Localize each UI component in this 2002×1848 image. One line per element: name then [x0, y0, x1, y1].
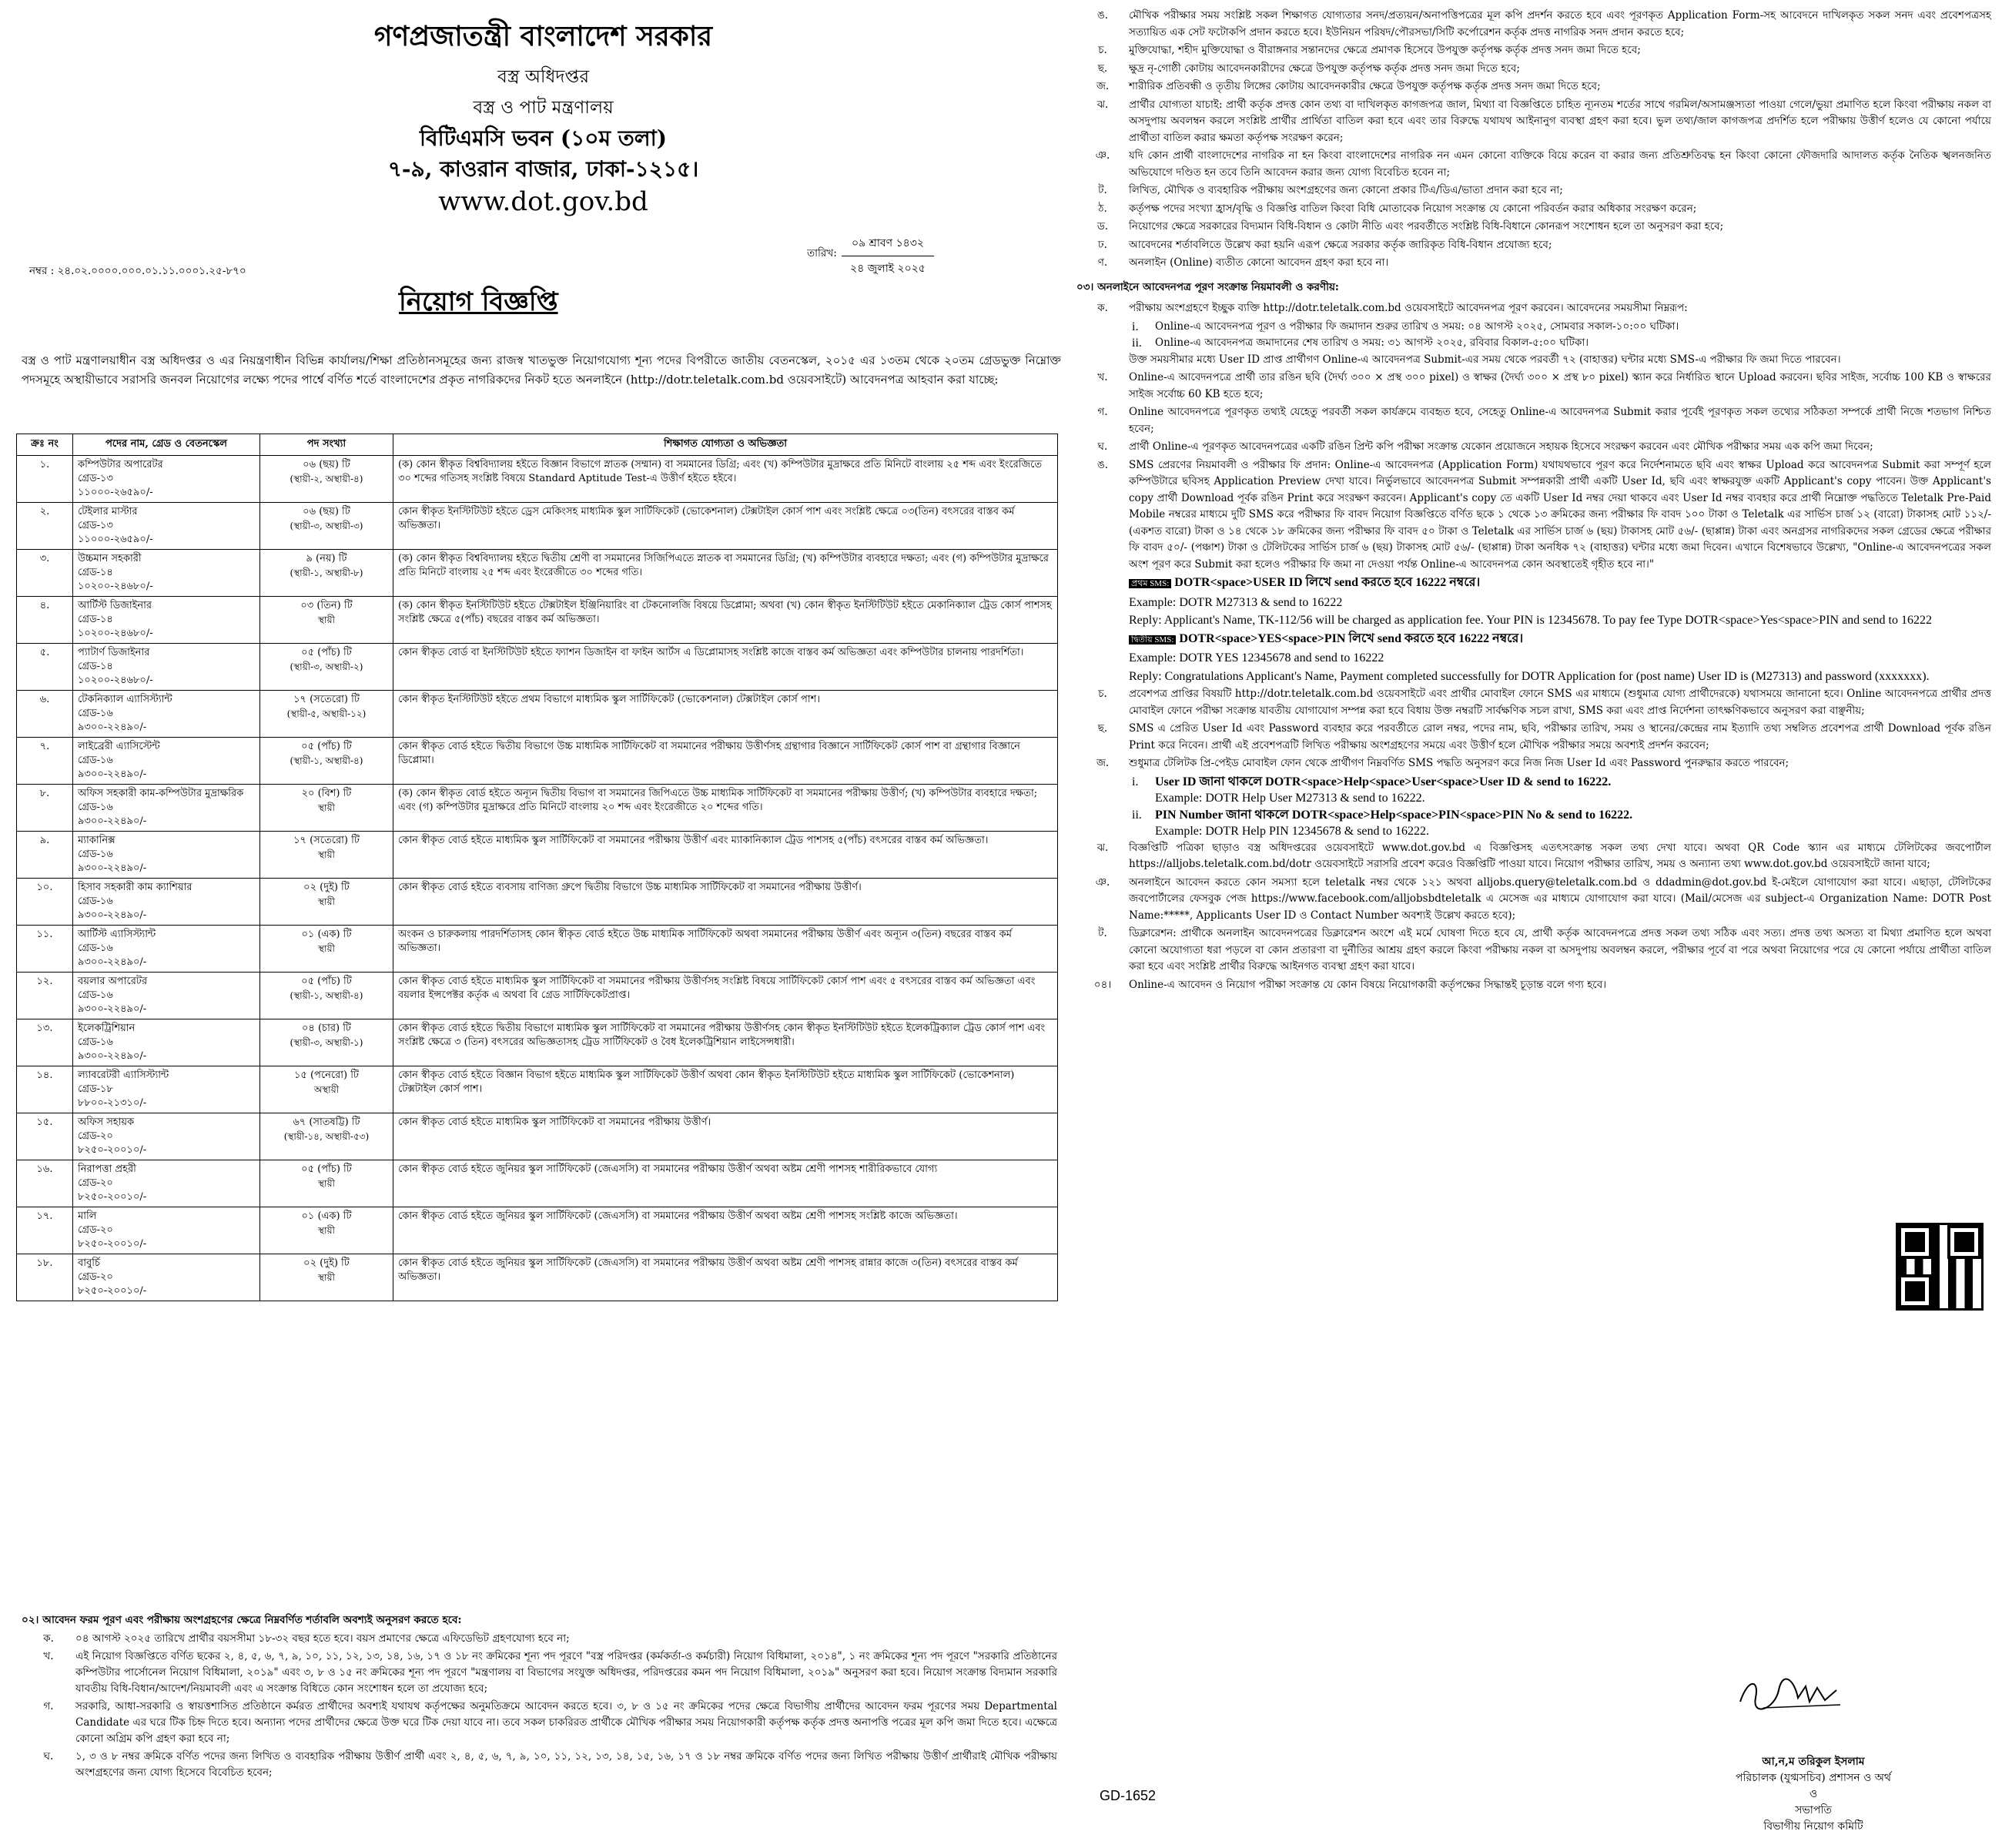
building-name: বিটিএমসি ভবন (১০ম তলা) [419, 126, 668, 151]
post-name: মালি [78, 1210, 97, 1222]
section-4: ০৪। Online-এ আবেদন ও নিয়োগ পরীক্ষা সংক্রান্ত যে কোন বিষয়ে নিয়োগকারী কর্তৃপক্ষের সিদ্ধান্তই চূড়ান্ত বলে গণ্য হবে। [1093, 978, 1607, 991]
cell-qualification: কোন স্বীকৃত বোর্ড হইতে দ্বিতীয় বিভাগে মাধ্যমিক স্কুল সার্টিফিকেট বা সমমানের পরীক্ষায় উত্তীর্ণসহ কোন স্বীকৃত ইনস্টিটিউট হইতে ইলেকট্রিক্যাল ট্রেড কোর্স পাশ এবং সংশ্লিষ্ট ক্ষেত্রে ৩ (তিন) বৎসরের অভিজ্ঞতাসহ ট্রেড সার্টিফিকেট ও বৈধ ইলেকট্রিশিয়ান লাইসেন্সধারী। [393, 1019, 1058, 1066]
post-count: ০৫ (পাঁচ) টি [301, 647, 352, 658]
post-name: নিরাপত্তা প্রহরী [78, 1163, 136, 1175]
post-status: (স্থায়ী-১, অস্থায়ী-৮) [290, 567, 363, 578]
post-count: ০২ (দুই) টি [303, 882, 350, 893]
sms-step-1 [1076, 574, 1991, 593]
department-name: বস্ত্র অধিদপ্তর [497, 67, 589, 87]
post-count: ০৬ (ছয়) টি [303, 506, 350, 517]
cell-serial: ১৮. [17, 1254, 73, 1301]
cell-qualification: কোন স্বীকৃত ইনস্টিটিউট হইতে ড্রেস মেকিংসহ মাধ্যমিক স্কুল সার্টিফিকেট (ভোকেশনাল) টেক্সটাইল কোর্স পাশ এবং সংশ্লিষ্ট ক্ষেত্রে ০৩(তিন) বৎসরের বাস্তব কর্ম অভিজ্ঞতা। [393, 503, 1058, 550]
cell-count [260, 738, 393, 785]
table-row [17, 1207, 1058, 1254]
post-grade: গ্রেড-১৬ [78, 802, 113, 813]
cell-qualification: কোন স্বীকৃত ইনস্টিটিউট হইতে প্রথম বিভাগে মাধ্যমিক স্কুল সার্টিফিকেট (ভোকেশনাল) টেক্সটাইল কোর্স পাশ। [393, 691, 1058, 738]
cell-serial: ৯. [17, 832, 73, 879]
cell-post [73, 1207, 260, 1254]
cell-serial: ৫. [17, 644, 73, 691]
cell-count [260, 832, 393, 879]
post-count: ০৪ (চার) টি [301, 1023, 352, 1034]
cell-post [73, 503, 260, 550]
list-item: ঘ. প্রার্থী Online-এ পূরণকৃত আবেদনপত্রের একটি রঙিন প্রিন্ট কপি পরীক্ষা সংক্রান্ত যেকোন প্রয়োজনে সহায়ক হিসেবে সংরক্ষণ করবেন এবং মৌখিক পরীক্ষার সময় এক কপি জমা দিবেন; [1097, 440, 1873, 453]
cell-qualification: (ক) কোন স্বীকৃত বিশ্ববিদ্যালয় হইতে বিজ্ঞান বিভাগে স্নাতক (সম্মান) বা সমমানের ডিগ্রি; এবং (খ) কম্পিউটার মুদ্রাক্ষরে প্রতি মিনিটে বাংলায় ২৫ শব্দ এবং ইংরেজিতে ৩০ শব্দের গতিসহ সংশ্লিষ্ট বিষয়ে Standard Aptitude Test-এ উত্তীর্ণ হইতে হইবে। [393, 456, 1058, 503]
col-header-serial: ক্রঃ নং [17, 434, 73, 456]
post-count: ১৫ (পনেরো) টি [293, 1070, 360, 1081]
date-english: ২৪ জুলাই ২০২৫ [842, 256, 934, 281]
post-grade: গ্রেড-১৪ [78, 567, 113, 578]
post-count: ১৭ (সতেরো) টি [293, 835, 360, 846]
table-row [17, 550, 1058, 597]
list-item: ঙ. SMS প্রেরণের নিয়মাবলী ও পরীক্ষার ফি প্রদান: Online-এ আবেদনপত্র (Application Form) যথাযথভাবে পূরণ করে নির্দেশনামতে ছবি এবং স্বাক্ষর Upload করে আবেদনপত্র Submit করা সম্পূর্ণ হলে কম্পিউটারে ছবিসহ Application Preview দেখা যাবে। নির্ভুলভাবে আবেদনপত্র Submit সম্পন্নকারী প্রার্থী একটি User Id, ছবি এবং স্বাক্ষরযুক্ত একটি Applicant's copy পাবেন। উক্ত Applicant's copy প্রার্থী Download পূর্বক রঙিন Print করে সংরক্ষণ করবেন। Applicant's copy তে একটি User Id নম্বর দেয়া থাকবে এবং User Id নম্বর ব্যবহার করে প্রার্থী নিম্নোক্ত পদ্ধতিতে Teletalk Pre-Paid Mobile নম্বরের মাধ্যমে দুটি SMS করে পরীক্ষার ফি বাবদ নিয়োগ বিজ্ঞপ্তিতে বর্ণিত ছকে ১ থেকে ১৩ ক্রমিকের জন্য পরীক্ষার ফি বাবদ ১০০ টাকা ও Teletalk এর সার্ভিস চার্জ ১২ (বারো) টাকাসহ মোট ১১২/- (একশত বারো) টাকা ও ১৪ থেকে ১৮ ক্রমিকের জন্য পরীক্ষার ফি বাবদ ৫০ টাকা ও Teletalk এর সার্ভিস চার্জ ৬ (ছয়) টাকাসহ মোট ৫৬/- (ছাপ্পান্ন) টাকা এবং অনগ্রসর নাগরিকদের সকল গ্রেডের ক্ষেত্রে পরীক্ষার ফি বাবদ ৫০/- (পঞ্চাশ) টাকা ও টেলিটকের সার্ভিস চার্জ ৬ (ছয়) টাকাসহ মোট ৫৬/- (ছাপ্পান্ন) টাকা অনধিক ৭২ (বাহাত্তর) ঘন্টার মধ্যে জমা দিবেন। এখানে বিশেষভাবে উল্লেখ্য, "Online-এ আবেদনপত্রের সকল অংশ পূরণ করে Submit করা হলেও পরীক্ষার ফি জমা না দেওয়া পর্যন্ত Online-এ আবেদনপত্র কোন অবস্থাতেই গৃহীত হবে না।" [1096, 458, 1991, 571]
post-scale: ৮২৫০-২০০১০/- [78, 1191, 147, 1203]
list-item: ঝ. বিজ্ঞপ্তিটি পত্রিকা ছাড়াও বস্ত্র অধিদপ্তরের ওয়েবসাইটে www.dot.gov.bd এ বিজ্ঞপ্তিসহ এতৎসংক্রান্ত সকল তথ্য দেখা যাবে। অথবা QR Code স্ক্যান এর মাধ্যমে টেলিটকের জবপোর্টাল https://alljobs.teletalk.com.bd/dotr ওয়েবসাইটে সরাসরি প্রবেশ করেও বিজ্ঞপ্তিটি পাওয়া যাবে। নিয়োগ পরীক্ষার তারিখ, সময় ও অন্যান্য তথ্য www.dot.gov.bd ওয়েবসাইটে জানা যাবে; [1096, 841, 1991, 870]
post-count: ০১ (এক) টি [301, 929, 352, 940]
website[interactable]: www.dot.gov.bd [438, 186, 648, 217]
signatory-role: সভাপতি [1795, 1804, 1832, 1816]
post-count: ২০ (বিশ) টি [301, 788, 352, 799]
table-row [17, 879, 1058, 926]
post-scale: ৯৩০০-২২৪৯০/- [78, 956, 147, 968]
cell-qualification: কোন স্বীকৃত বোর্ড হইতে জুনিয়র স্কুল সার্টিফিকেট (জেএসসি) বা সমমানের পরীক্ষায় উত্তীর্ণ অথবা অষ্টম শ্রেণী পাশসহ রান্নার কাজে ৩(তিন) বৎসরের বাস্তব কর্ম অভিজ্ঞতা। [393, 1254, 1058, 1301]
list-item: ঞ. যদি কোন প্রার্থী বাংলাদেশের নাগরিক না হন কিংবা বাংলাদেশের নাগরিক নন এমন কোনো ব্যক্তিকে বিয়ে করেন বা করার জন্য প্রতিশ্রুতিবদ্ধ হন কিংবা কোনো ফৌজদারি আদালত কর্তৃক নৈতিক স্খলনজনিত অভিযোগে দণ্ডিত হন তবে তিনি আবেদন করার জন্য যোগ্য বিবেচিত হবেন না; [1095, 149, 1991, 179]
cell-qualification: (ক) কোন স্বীকৃত ইনস্টিটিউট হইতে টেক্সটাইল ইঞ্জিনিয়ারিং বা টেকনোলজি বিষয়ে ডিপ্লোমা; অথবা (খ) কোন স্বীকৃত ইনস্টিটিউট হইতে মেকানিক্যাল ট্রেড কোর্স পাশসহ সংশ্লিষ্ট ক্ষেত্রে ৫(পাঁচ) বছরের বাস্তব কর্ম অভিজ্ঞতা। [393, 597, 1058, 644]
table-row [17, 1160, 1058, 1207]
col-header-count: পদ সংখ্যা [260, 434, 393, 456]
signatory-committee: বিভাগীয় নিয়োগ কমিটি [1763, 1820, 1863, 1833]
list-item: ড. নিয়োগের ক্ষেত্রে সরকারের বিদ্যমান বিধি-বিধান ও কোটা নীতি এবং পরবর্তীতে সংশ্লিষ্ট বিধি-বিধানে কোনরূপ সংশোধন হলে তা অনুসরণ করা হবে; [1096, 220, 1724, 233]
cell-qualification: কোন স্বীকৃত বোর্ড হইতে জুনিয়র স্কুল সার্টিফিকেট (জেএসসি) বা সমমানের পরীক্ষায় উত্তীর্ণ অথবা অষ্টম শ্রেণী পাশসহ শারীরিকভাবে যোগ্য [393, 1160, 1058, 1207]
post-status: স্থায়ী [318, 1272, 335, 1283]
section-2-heading: ০২। আবেদন ফরম পূরণ এবং পরীক্ষায় অংশগ্রহণের ক্ষেত্রে নিম্নবর্ণিত শর্তাবলি অবশ্যই অনুসরণ করতে হবে: [22, 1614, 462, 1626]
qr-finder [1901, 1228, 1929, 1256]
post-scale: ১০২০০-২৪৬৮০/- [78, 581, 153, 592]
post-status: (স্থায়ী-৩, অস্থায়ী-২) [290, 661, 363, 672]
table-row [17, 503, 1058, 550]
cell-qualification: কোন স্বীকৃত বোর্ড হইতে জুনিয়র স্কুল সার্টিফিকেট (জেএসসি) বা সমমানের পরীক্ষায় উত্তীর্ণ অথবা অষ্টম শ্রেণী পাশসহ সংশ্লিষ্ট কাজে অভিজ্ঞতা। [393, 1207, 1058, 1254]
address: ৭-৯, কাওরান বাজার, ঢাকা-১২১৫। [387, 156, 699, 182]
post-status: স্থায়ী [318, 802, 335, 813]
col-header-qualification: শিক্ষাগত যোগ্যতা ও অভিজ্ঞতা [393, 434, 1058, 456]
cell-count [260, 550, 393, 597]
post-scale: ৯৩০০-২২৪৯০/- [78, 721, 147, 733]
signature-icon [1732, 1671, 1848, 1717]
cell-serial: ২. [17, 503, 73, 550]
cell-count [260, 691, 393, 738]
cell-post [73, 456, 260, 503]
cell-post [73, 644, 260, 691]
cell-post [73, 1254, 260, 1301]
cell-post [73, 1160, 260, 1207]
cell-serial: ১১. [17, 926, 73, 973]
list-item: ঝ. প্রার্থীর যোগ্যতা যাচাই: প্রার্থী কর্তৃক প্রদত্ত কোন তথ্য বা দাখিলকৃত কাগজপত্র জাল, মিথ্যা বা বিজ্ঞপ্তিতে চাহিত ন্যূনতম শর্তের সাথে গরমিল/অসামঞ্জস্যতা পাওয়া গেলে/ভুয়া প্রমাণিত হলে কিংবা পরীক্ষায় নকল বা অসদুপায় অবলম্বন করলে সংশ্লিষ্ট প্রার্থীর প্রার্থিতা বাতিল করা হবে এবং তার বিরুদ্ধে যথাযথ আইনানুগ ব্যবস্থা গ্রহণ করা হবে। ভুল তথ্য/জাল কাগজপত্র প্রদর্শিত হলে পরীক্ষায় উত্তীর্ণ হলেও যে কোনো পর্যায়ে প্রার্থীতা বাতিল করার ক্ষমতা কর্তৃপক্ষ সংরক্ষণ করেন; [1096, 98, 1991, 144]
list-item: i. User ID জানা থাকলে DOTR<space>Help<space>User<space>User ID & send to 16222. Example: DOTR Help User M27313 & send to 16222. [1132, 775, 1612, 805]
cell-serial: ১০. [17, 879, 73, 926]
post-name: বয়লার অপারেটর [78, 976, 148, 987]
post-name: অফিস সহকারী কাম-কম্পিউটার মুদ্রাক্ষরিক [78, 788, 244, 799]
post-status: (স্থায়ী-১, অস্থায়ী-৪) [290, 755, 363, 766]
sms-step-2 [1076, 631, 1991, 649]
post-grade: গ্রেড-১৬ [78, 896, 113, 907]
cell-count [260, 1019, 393, 1066]
list-item: চ. মুক্তিযোদ্ধা, শহীদ মুক্তিযোদ্ধা ও বীরাঙ্গনার সন্তানদের ক্ষেত্রে প্রমাণক হিসেবে উপযুক্ত কর্তৃপক্ষ কর্তৃক প্রদত্ত সনদ জমা দিতে হবে; [1098, 44, 1641, 56]
cell-count [260, 503, 393, 550]
post-grade: গ্রেড-২০ [78, 1130, 113, 1142]
table-row [17, 456, 1058, 503]
cell-post [73, 926, 260, 973]
post-grade: গ্রেড-২০ [78, 1224, 113, 1236]
table-row [17, 1066, 1058, 1113]
post-name: আর্টিস্ট ডিজাইনার [78, 600, 152, 611]
post-status: স্থায়ী [318, 614, 335, 625]
post-count: ০৫ (পাঁচ) টি [301, 976, 352, 987]
ministry-name: বস্ত্র ও পাট মন্ত্রণালয় [473, 98, 614, 118]
table-row [17, 1019, 1058, 1066]
post-scale: ৯৩০০-২২৪৯০/- [78, 909, 147, 921]
qr-finder [1901, 1277, 1929, 1305]
cell-count [260, 973, 393, 1019]
table-row [17, 832, 1058, 879]
left-column [14, 14, 1073, 1839]
cell-serial: ৪. [17, 597, 73, 644]
list-item: Example: DOTR YES 12345678 and send to 16222 [1129, 651, 1384, 665]
list-item: ছ. SMS এ প্রেরিত User Id এবং Password ব্যবহার করে পরবর্তীতে রোল নম্বর, পদের নাম, ছবি, পরীক্ষার তারিখ, সময় ও স্থানের/কেন্দ্রের নাম ইত্যাদি তথ্য সম্বলিত প্রবেশপত্র প্রার্থী Download পূর্বক রঙিন Print করে নিবেন। প্রার্থী এই প্রবেশপত্রটি লিখিত পরীক্ষায় অংশগ্রহণের সময়ে এবং উত্তীর্ণ হলে মৌখিক পরীক্ষার সময়ে অবশ্যই প্রদর্শন করবেন; [1097, 722, 1991, 752]
sms-tag: প্রথম SMS: [1129, 579, 1171, 588]
post-grade: গ্রেড-১৬ [78, 708, 113, 719]
post-count: ০৫ (পাঁচ) টি [301, 741, 352, 752]
signature-block [1698, 1754, 1929, 1835]
cell-count [260, 1254, 393, 1301]
section-3-heading: ০৩। অনলাইনে আবেদনপত্র পূরণ সংক্রান্ত নিয়মাবলী ও করণীয়: [1076, 280, 1339, 293]
list-item: জ. শুধুমাত্র টেলিটক প্রি-পেইড মোবাইল ফোন থেকে প্রার্থীগণ নিম্নবর্ণিত SMS পদ্ধতি অনুসরণ করে নিজ নিজ User Id এবং Password পুনরুদ্ধার করতে পারবেন; [1096, 757, 1789, 769]
cell-count [260, 1160, 393, 1207]
post-scale: ১০২০০-২৪৬৮০/- [78, 628, 153, 639]
date-label: তারিখ: [807, 247, 837, 259]
post-grade: গ্রেড-১৬ [78, 849, 113, 860]
list-item: ট. লিখিত, মৌখিক ও ব্যবহারিক পরীক্ষায় অংশগ্রহণের জন্য কোনো প্রকার টিএ/ডিএ/ভাতা প্রদান করা হবে না; [1098, 184, 1563, 196]
cell-count [260, 926, 393, 973]
post-name: টেকনিক্যাল এ্যাসিস্ট্যান্ট [78, 694, 172, 705]
post-name: ল্যাবরেটরী এ্যাসিস্ট্যান্ট [78, 1070, 169, 1081]
cell-post [73, 597, 260, 644]
cell-count [260, 644, 393, 691]
post-status: (স্থায়ী-৩, অস্থায়ী-৩) [290, 521, 363, 531]
table-header-row [17, 434, 1058, 456]
post-grade: গ্রেড-১৬ [78, 755, 113, 766]
list-item: ii. PIN Number জানা থাকলে DOTR<space>Help<space>PIN<space>PIN No & send to 16222. Example: DOTR Help PIN 12345678 & send to 16222. [1132, 808, 1633, 838]
cell-serial: ১৩. [17, 1019, 73, 1066]
cell-qualification: অংকন ও চারুকলায় পারদর্শিতাসহ কোন স্বীকৃত বোর্ড হইতে উচ্চ মাধ্যমিক সার্টিফিকেট অথবা সমমানের পরীক্ষায় উত্তীর্ণ এবং অন্যূন ৩(তিন) বছরের বাস্তব কর্ম অভিজ্ঞতা। [393, 926, 1058, 973]
cell-qualification: কোন স্বীকৃত বোর্ড হইতে ব্যবসায় বাণিজ্য গ্রুপে দ্বিতীয় বিভাগে উচ্চ মাধ্যমিক সার্টিফিকেট বা সমমানের পরীক্ষায় উত্তীর্ণ। [393, 879, 1058, 926]
signatory-and: ও [1809, 1788, 1818, 1800]
post-count: ৯ (নয়) টি [306, 553, 347, 564]
post-scale: ৮২৫০-২০০১০/- [78, 1144, 147, 1156]
post-name: টেইলার মাস্টার [78, 506, 138, 517]
post-scale: ৯৩০০-২২৪৯০/- [78, 1050, 147, 1062]
post-name: প্যাটার্ণ ডিজাইনার [78, 647, 150, 658]
post-scale: ৮২৫০-২০০১০/- [78, 1238, 147, 1250]
list-item: ট. ডিক্লারেশন: প্রার্থীকে অনলাইন আবেদনপত্রের ডিক্লারেশন অংশে এই মর্মে ঘোষণা দিতে হবে যে, প্রার্থী কর্তৃক আবেদনপত্রে প্রদত্ত সকল তথ্য সঠিক এবং সত্য। প্রদত্ত তথ্য অসত্য বা মিথ্যা প্রমাণিত হলে অথবা কোনো অযোগ্যতা ধরা পড়লে বা কোন প্রতারণা বা দুর্নীতির আশ্রয় গ্রহণ করলে কিংবা পরীক্ষায় নকল বা অসদুপায় অবলম্বন করলে, পরীক্ষার পূর্বে বা পরে অথবা নিয়োগের পরে যে কোনো পর্যায়ে প্রার্থীতা বাতিল করা হবে এবং সংশ্লিষ্ট প্রার্থীর বিরুদ্ধে আইনগত ব্যবস্থা গ্রহণ করা যাবে। [1098, 927, 1991, 973]
cell-qualification: (ক) কোন স্বীকৃত বিশ্ববিদ্যালয় হইতে দ্বিতীয় শ্রেণী বা সমমানের সিজিপিএতে স্নাতক বা সমমানের ডিগ্রি; (খ) কম্পিউটার ব্যবহারে দক্ষতা; এবং (গ) কম্পিউটার মুদ্রাক্ষরে প্রতি মিনিটে বাংলায় ২৫ শব্দ এবং ইংরেজীতে ৩০ শব্দের গতি। [393, 550, 1058, 597]
post-scale: ৮২৫০-২০০১০/- [78, 1285, 147, 1297]
col-header-post: পদের নাম, গ্রেড ও বেতনস্কেল [73, 434, 260, 456]
cell-qualification: কোন স্বীকৃত বোর্ড হইতে বিজ্ঞান বিভাগ হইতে মাধ্যমিক স্কুল সার্টিফিকেট উত্তীর্ণ অথবা কোন স্বীকৃত ইনস্টিটিউট হইতে মাধ্যমিক স্কুল সার্টিফিকেট (ভোকেশনাল) টেক্সটাইল কোর্স পাশ। [393, 1066, 1058, 1113]
cell-qualification: কোন স্বীকৃত বোর্ড হইতে দ্বিতীয় বিভাগে উচ্চ মাধ্যমিক সার্টিফিকেট বা সমমানের পরীক্ষায় উত্তীর্ণসহ গ্রন্থাগার বিজ্ঞানে সার্টিফিকেট কোর্স পাশ বা গ্রন্থাগার বিজ্ঞানে ডিপ্লোমা। [393, 738, 1058, 785]
vacancy-table [16, 434, 1058, 1301]
list-item: ছ. ক্ষুদ্র নৃ-গোষ্ঠী কোটায় আবেদনকারীদের ক্ষেত্রে উপযুক্ত কর্তৃপক্ষ কর্তৃক প্রদত্ত সনদ জমা দিতে হবে; [1097, 62, 1520, 75]
list-item: ক. ০৪ আগস্ট ২০২৫ তারিখে প্রার্থীর বয়সসীমা ১৮-৩২ বছর হতে হবে। বয়স প্রমাণের ক্ষেত্রে এফিডেভিট গ্রহণযোগ্য হবে না; [43, 1632, 570, 1645]
cell-serial: ১৭. [17, 1207, 73, 1254]
post-count: ০১ (এক) টি [301, 1210, 352, 1222]
post-grade: গ্রেড-১৬ [78, 1036, 113, 1048]
cell-serial: ৩. [17, 550, 73, 597]
cell-serial: ১৫. [17, 1113, 73, 1160]
cell-qualification: কোন স্বীকৃত বোর্ড হইতে মাধ্যমিক স্কুল সার্টিফিকেট বা সমমানের পরীক্ষায় উত্তীর্ণসহ সংশ্লিষ্ট বিষয়ে সার্টিফিকেট কোর্স পাশ এবং ৫ বৎসরের বাস্তব কর্ম অভিজ্ঞতা এবং বয়লার ইন্সপেক্টর কর্তৃক এ অথবা বি গ্রেড সার্টিফিকেটপ্রাপ্ত। [393, 973, 1058, 1019]
list-item: Reply: Applicant's Name, TK-112/56 will be charged as application fee. Your PIN is 12345678. To pay fee Type DOTR<space>Yes<space>PIN and send to 16222 [1129, 614, 1932, 627]
cell-post [73, 550, 260, 597]
post-name: আর্টিস্ট এ্যাসিস্ট্যান্ট [78, 929, 156, 940]
signatory-name: আ,ন,ম তরিকুল ইসলাম [1762, 1756, 1865, 1768]
list-item: Example: DOTR M27313 & send to 16222 [1129, 595, 1343, 609]
sms-tag: দ্বিতীয় SMS: [1129, 635, 1176, 644]
cell-count [260, 1113, 393, 1160]
post-scale: ১০২০০-২৪৬৮০/- [78, 675, 153, 686]
table-row [17, 691, 1058, 738]
vacancy-table-body [17, 456, 1058, 1301]
post-status: স্থায়ী [318, 1225, 335, 1236]
post-name: লাইব্রেরী এ্যাসিস্টেন্ট [78, 741, 160, 752]
post-scale: ৯৩০০-২২৪৯০/- [78, 1003, 147, 1015]
sms1-format: DOTR<space>USER ID লিখে send করতে হবে 16222 নম্বরে। [1174, 576, 1481, 589]
table-row [17, 1254, 1058, 1301]
post-count: ১৭ (সতেরো) টি [293, 694, 360, 705]
table-row [17, 785, 1058, 832]
list-item: ক. পরীক্ষায় অংশগ্রহণে ইচ্ছুক ব্যক্তি http://dotr.teletalk.com.bd ওয়েবসাইটে আবেদনপত্র পূরণ করবেন। আবেদনের সময়সীমা নিম্নরূপ: [1097, 302, 1688, 314]
post-name: বাবুর্চি [78, 1257, 100, 1269]
post-grade: গ্রেড-২০ [78, 1271, 113, 1283]
post-name: হিসাব সহকারী কাম ক্যাশিয়ার [78, 882, 192, 893]
cell-qualification: কোন স্বীকৃত বোর্ড হইতে মাধ্যমিক স্কুল সার্টিফিকেট বা সমমানের পরীক্ষায় উত্তীর্ণ এবং ম্যাকানিক্যাল ট্রেড পাশসহ ৫(পাঁচ) বৎসরের বাস্তব কর্ম অভিজ্ঞতা। [393, 832, 1058, 879]
right-column [1076, 8, 1991, 1840]
post-grade: গ্রেড-১৬ [78, 942, 113, 954]
post-name: ম্যাকানিক্স [78, 835, 116, 846]
table-row [17, 926, 1058, 973]
gd-code: GD-1652 [1100, 1788, 1157, 1803]
post-grade: গ্রেড-১৬ [78, 989, 113, 1001]
list-item: Reply: Congratulations Applicant's Name, Payment completed successfully for DOTR Application for (post name) User ID is (M27313) and password (xxxxxxx). [1129, 669, 1930, 683]
post-name: ইলেকট্রিশিয়ান [78, 1023, 136, 1034]
header [14, 14, 1073, 217]
post-grade: গ্রেড-২০ [78, 1177, 113, 1189]
list-item: উক্ত সময়সীমার মধ্যে User ID প্রাপ্ত প্রার্থীগণ Online-এ আবেদনপত্র Submit-এর সময় থেকে পরবর্তী ৭২ (বাহাত্তর) ঘন্টার মধ্যে SMS-এ পরীক্ষার ফি জমা দিতে পারবেন। [1129, 353, 1841, 366]
right-list [1076, 8, 1991, 995]
cell-count [260, 1207, 393, 1254]
post-scale: ৯৩০০-২২৪৯০/- [78, 768, 147, 780]
post-status: স্থায়ী [318, 943, 335, 954]
post-grade: গ্রেড-১৪ [78, 614, 113, 625]
post-scale: ৯৩০০-২২৪৯০/- [78, 862, 147, 874]
post-count: ৬৭ (সাতষট্টি) টি [293, 1116, 360, 1128]
sms2-format: DOTR<space>YES<space>PIN লিখে send করতে হবে 16222 নম্বরে। [1179, 631, 1524, 645]
cell-post [73, 832, 260, 879]
post-count: ০২ (দুই) টি [303, 1257, 350, 1269]
list-item: ঙ. মৌখিক পরীক্ষার সময় সংশ্লিষ্ট সকল শিক্ষাগত যোগ্যতার সনদ/প্রত্যয়ন/অনাপত্তিপত্রের মূল কপি প্রদর্শন করতে হবে এবং পূরণকৃত Application Form-সহ আবেদনে দাখিলকৃত সকল সনদ এবং প্রবেশপত্রসহ সত্যায়িত এক সেট ফটোকপি প্রদান করতে হবে। ইউনিয়ন পরিষদ/পৌরসভা/সিটি কর্পোরেশন কর্তৃক প্রদত্ত নাগরিক সনদ প্রদান করতে হবে; [1096, 9, 1991, 38]
post-grade: গ্রেড-১৩ [78, 520, 113, 531]
post-grade: গ্রেড-১৪ [78, 661, 113, 672]
table-row [17, 973, 1058, 1019]
list-item: ণ. অনলাইন (Online) ব্যতীত কোনো আবেদন গ্রহণ করা হবে না। [1097, 256, 1389, 269]
post-status: অস্থায়ী [313, 1084, 340, 1095]
post-name: কম্পিউটার অপারেটর [78, 459, 163, 470]
list-item: খ. Online-এ আবেদনপত্রে প্রার্থী তার রঙিন ছবি (দৈর্ঘ্য ৩০০ × প্রস্থ ৩০০ pixel) ও স্বাক্ষর (দৈর্ঘ্য ৩০০ × প্রস্থ ৮০ pixel) স্ক্যান করে নির্ধারিত স্থানে Upload করবেন। ছবির সাইজ, সর্বোচ্চ 100 KB ও স্বাক্ষরের সাইজ সর্বোচ্চ 60 KB হতে হবে; [1097, 371, 1991, 400]
date-bangla: ০৯ শ্রাবণ ১৪৩২ [852, 237, 924, 249]
post-status: (স্থায়ী-২, অস্থায়ী-৪) [290, 474, 363, 484]
qr-code-icon[interactable] [1896, 1223, 1984, 1311]
government-title: গণপ্রজাতন্ত্রী বাংলাদেশ সরকার [373, 20, 713, 52]
post-count: ০৬ (ছয়) টি [303, 459, 350, 470]
post-status: (স্থায়ী-৫, অস্থায়ী-১২) [286, 708, 367, 719]
post-status: স্থায়ী [318, 896, 335, 907]
list-item: i. Online-এ আবেদনপত্র পূরণ ও পরীক্ষার ফি জমাদান শুরুর তারিখ ও সময়: ০৪ আগস্ট ২০২৫, সোমবার সকাল-১০:০০ ঘটিকা। [1132, 320, 1679, 333]
cell-count [260, 879, 393, 926]
list-item: গ. Online আবেদনপত্রে পূরণকৃত তথ্যই যেহেতু পরবর্তী সকল কার্যক্রমে ব্যবহৃত হবে, সেহেতু Online-এ আবেদনপত্র Submit করার পূর্বেই পূরণকৃত সকল তথ্যের সঠিকতা সম্পর্কে প্রার্থী নিজে শতভাগ নিশ্চিত হবেন; [1097, 406, 1991, 435]
list-item: ঠ. কর্তৃপক্ষ পদের সংখ্যা হ্রাস/বৃদ্ধি ও বিজ্ঞপ্তি বাতিল কিংবা বিধি মোতাবেক নিয়োগ সংক্রান্ত যে কোনো পরিবর্তন করার অধিকার সংরক্ষণ করেন; [1098, 202, 1697, 215]
cell-serial: ১৬. [17, 1160, 73, 1207]
cell-qualification: কোন স্বীকৃত বোর্ড হইতে মাধ্যমিক স্কুল সার্টিফিকেট বা সমমানের পরীক্ষায় উত্তীর্ণ। [393, 1113, 1058, 1160]
list-item: গ. সরকারি, আধা-সরকারি ও স্বায়ত্তশাসিত প্রতিষ্ঠানে কর্মরত প্রার্থীদের অবশ্যই যথাযথ কর্তৃপক্ষের অনুমতিক্রমে আবেদন করতে হবে। ৩, ৮ ও ১৫ নং ক্রমিকের পদের ক্ষেত্রে বিভাগীয় প্রার্থীদের আবেদন ফরম পূরণের সময় Departmental Candidate এর ঘরে টিক চিহ্ন দিতে হবে। অন্যান্য পদের প্রার্থীদের ক্ষেত্রে উক্ত ঘরে টিক দেয়া যাবে না। তবে সকল চাকরিরত প্রার্থীকে মৌখিক পরীক্ষার সময় নিয়োগকারী কর্তৃপক্ষ কর্তৃক প্রদত্ত অনাপত্তি পত্রের মূল কপি জমা দিতে হবে। এক্ষেত্রে কোনো অগ্রিম কপি গ্রহণ করা হবে না; [43, 1700, 1057, 1745]
cell-post [73, 1066, 260, 1113]
list-item: চ. প্রবেশপত্র প্রাপ্তির বিষয়টি http://dotr.teletalk.com.bd ওয়েবসাইটে এবং প্রার্থীর মোবাইল ফোনে SMS এর মাধ্যমে (শুধুমাত্র যোগ্য প্রার্থীদেরকে) যথাসময়ে জানানো হবে। Online আবেদনপত্রে প্রার্থীর প্রদত্ত মোবাইল ফোনে পরীক্ষা সংক্রান্ত যাবতীয় যোগাযোগ সম্পন্ন করা হবে বিধায় উক্ত নম্বরটি সার্বক্ষণিক সচল রাখা, SMS করা এবং প্রাপ্ত নির্দেশনা তাৎক্ষণিকভাবে অনুসরণ করা বাঞ্ছনীয়; [1098, 688, 1991, 717]
post-grade: গ্রেড-১৩ [78, 473, 113, 484]
cell-qualification: (ক) কোন স্বীকৃত বোর্ড হইতে অন্যূন দ্বিতীয় বিভাগ বা সমমানের জিপিএতে উচ্চ মাধ্যমিক সার্টিফিকেট বা সমমানের পরীক্ষায় উত্তীর্ণ; (খ) কম্পিউটার ব্যবহারে দক্ষতা; এবং (গ) কম্পিউটার মুদ্রাক্ষরে প্রতি মিনিটে বাংলায় ২০ শব্দ এবং ইংরেজীতে ২০ শব্দের গতি। [393, 785, 1058, 832]
table-row [17, 1113, 1058, 1160]
signatory-designation: পরিচালক (যুগ্মসচিব) প্রশাসন ও অর্থ [1736, 1772, 1891, 1784]
post-grade: গ্রেড-১৮ [78, 1083, 113, 1095]
cell-post [73, 973, 260, 1019]
qr-finder [1950, 1228, 1978, 1256]
post-scale: ১১০০০-২৬৫৯০/- [78, 534, 153, 545]
cell-qualification: কোন স্বীকৃত বোর্ড বা ইনস্টিটিউট হইতে ফ্যাশন ডিজাইন বা ফাইন আর্টস এ ডিপ্লোমাসহ সংশ্লিষ্ট কাজে বাস্তব কর্ম অভিজ্ঞতা এবং কম্পিউটার চালনায় পারদর্শিতা। [393, 644, 1058, 691]
list-item: জ. শারীরিক প্রতিবন্ধী ও তৃতীয় লিঙ্গের কোটায় আবেদনকারীর ক্ষেত্রে উপযুক্ত কর্তৃপক্ষ কর্তৃক প্রদত্ত সনদ জমা দিতে হবে; [1096, 80, 1601, 92]
cell-count [260, 1066, 393, 1113]
memo-number: নম্বর : ২৪.০২.০০০০.০০০.০১.১১.০০০১.২৫-৮৭০ [29, 265, 246, 277]
post-status: (স্থায়ী-৩, অস্থায়ী-১) [290, 1037, 363, 1048]
list-item: ঢ. আবেদনের শর্তাবলিতে উল্লেখ করা হয়নি এরূপ ক্ষেত্রে সরকার কর্তৃক জারিকৃত বিধি-বিধান প্রযোজ্য হবে; [1098, 238, 1552, 251]
cell-post [73, 1113, 260, 1160]
cell-serial: ১৪. [17, 1066, 73, 1113]
cell-post [73, 691, 260, 738]
cell-serial: ৮. [17, 785, 73, 832]
table-row [17, 597, 1058, 644]
post-count: ০৫ (পাঁচ) টি [301, 1163, 352, 1175]
list-item: ঞ. অনলাইনে আবেদন করতে কোন সমস্যা হলে teletalk নম্বর থেকে ১২১ অথবা alljobs.query@teletalk.com.bd ও ddadmin@dot.gov.bd ই-মেইলে যোগাযোগ করা যাবে। এছাড়া, টেলিটকের জবপোর্টালের ফেসবুক পেজ https://www.facebook.com/alljobsbdteletalk এ মেসেজ এর মাধ্যমে যোগাযোগ করা যাবে। (Mail/মেসেজ এর subject-এ Organization Name: DOTR Post Name:*****, Applicants User ID ও Contact Number অবশ্যই উল্লেখ করতে হবে); [1095, 875, 1991, 922]
list-item: ঘ. ১, ৩ ও ৮ নম্বর ক্রমিকে বর্ণিত পদের জন্য লিখিত ও ব্যবহারিক পরীক্ষায় উত্তীর্ণ প্রার্থী এবং ২, ৪, ৫, ৬, ৭, ৯, ১০, ১১, ১২, ১৩, ১৪, ১৫, ১৬, ১৭ ও ১৮ নম্বর ক্রমিকে বর্ণিত পদের জন্য লিখিত পরীক্ষায় উত্তীর্ণ প্রার্থীরাই মৌখিক পরীক্ষায় অংশগ্রহণের জন্য যোগ্য হিসেবে বিবেচিত হবেন; [43, 1750, 1057, 1779]
cell-serial: ৬. [17, 691, 73, 738]
post-scale: ১১০০০-২৬৫৯০/- [78, 487, 153, 498]
cell-count [260, 785, 393, 832]
post-status: স্থায়ী [318, 849, 335, 860]
cell-count [260, 597, 393, 644]
post-status: স্থায়ী [318, 1178, 335, 1189]
post-status: (স্থায়ী-১৪, অস্থায়ী-৫৩) [283, 1131, 370, 1142]
cell-post [73, 879, 260, 926]
post-count: ০৩ (তিন) টি [300, 600, 353, 611]
cell-count [260, 456, 393, 503]
list-item: ii. Online-এ আবেদনপত্র জমাদানের শেষ তারিখ ও সময়: ৩১ আগস্ট ২০২৫, রবিবার বিকাল-৫:০০ ঘটিকা। [1132, 336, 1589, 350]
cell-serial: ১. [17, 456, 73, 503]
post-name: উচ্চমান সহকারী [78, 553, 142, 564]
date-box [842, 231, 934, 281]
cell-serial: ৭. [17, 738, 73, 785]
post-name: অফিস সহায়ক [78, 1116, 135, 1128]
table-row [17, 644, 1058, 691]
table-row [17, 738, 1058, 785]
intro-paragraph: বস্ত্র ও পাট মন্ত্রণালয়াধীন বস্ত্র অধিদপ্তর ও এর নিয়ন্ত্রণাধীন বিভিন্ন কার্যালয়/শিক্ষা প্রতিষ্ঠানসমূহের জন্য রাজস্ব খাতভুক্ত নিয়োগযোগ্য শূন্য পদের বিপরীতে জাতীয় বেতনস্কেল, ২০১৫ এর ১৩তম থেকে ২০তম গ্রেডভুক্ত নিম্নোক্ত পদসমূহে অস্থায়ীভাবে সরাসরি জনবল নিয়োগের লক্ষ্যে পদের পার্শ্বে বর্ণিত শর্তে বাংলাদেশের প্রকৃত নাগরিকদের নিকট হতে অনলাইনে (http://dotr.teletalk.com.bd ওয়েবসাইটে) আবেদনপত্র আহবান করা যাচ্ছে: [22, 353, 1061, 387]
cell-post [73, 785, 260, 832]
post-scale: ৮৮০০-২১৩১০/- [78, 1097, 147, 1109]
cell-post [73, 1019, 260, 1066]
page-title: নিয়োগ বিজ্ঞপ্তি [399, 286, 558, 317]
cell-post [73, 738, 260, 785]
post-status: (স্থায়ী-১, অস্থায়ী-৪) [290, 990, 363, 1001]
list-item: খ. এই নিয়োগ বিজ্ঞপ্তিতে বর্ণিত ছকের ২, ৪, ৫, ৬, ৭, ৯, ১০, ১১, ১২, ১৩, ১৪, ১৬, ১৭ ও ১৮ নং ক্রমিকের শূন্য পদ পূরণে "বস্ত্র পরিদপ্তর (কর্মকর্তা-ও কর্মচারী) নিয়োগ বিধিমালা, ২০১৪", ১ নং ক্রমিকের শূন্য পদ পূরণে "সরকারি প্রতিষ্ঠানের কম্পিউটার পার্সোনেল নিয়োগ বিধিমালা, ২০১৯" এবং ৩, ৮ ও ১৫ নং ক্রমিকের শূন্য পদ পূরণে "মন্ত্রণালয় বা বিভাগের সংযুক্ত অধিদপ্তর, পরিদপ্তরের কমন পদ নিয়োগ বিধিমালা, ২০১৯" অনুসরণ করা হবে। নিয়োগ সংক্রান্ত বিদ্যমান সরকারি যাবতীয় বিধি-বিধান/আদেশ/নিয়মাবলী এবং এ সংক্রান্ত বিধিতে কোন সংশোধন হলে তা প্রযোজ্য হবে; [43, 1650, 1057, 1695]
cell-serial: ১২. [17, 973, 73, 1019]
post-scale: ৯৩০০-২২৪৯০/- [78, 815, 147, 827]
section-2 [22, 1612, 1057, 1783]
